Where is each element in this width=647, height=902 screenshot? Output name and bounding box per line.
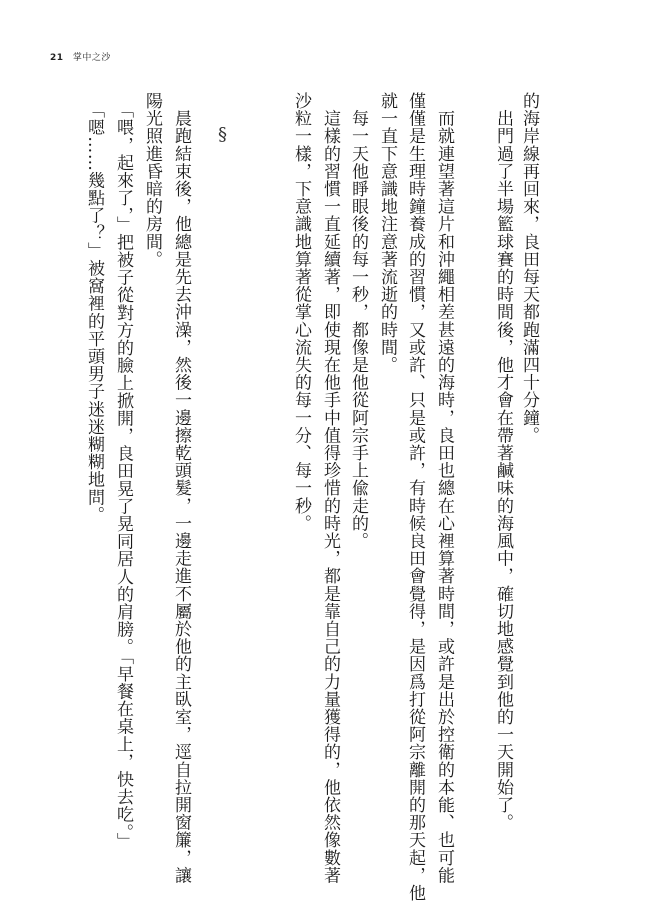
text-column-1: 的海岸線再回來，良田每天都跑滿四十分鐘。 (519, 92, 539, 444)
text-column-4: 僅僅是生理時鐘養成的習慣，又或許、只是或許，有時候良田會覺得，是因爲打從阿宗離開的那天起，他 (405, 92, 425, 902)
book-title: 掌中之沙 (72, 53, 111, 63)
section-separator: § (218, 124, 227, 145)
text-column-9: 晨跑結束後，他總是先去沖澡，然後一邊擦乾頭髮，一邊走進不屬於他的主臥室，逕自拉開窗簾，讓 (171, 92, 191, 884)
text-column-6: 每一天他睜眼後的每一秒，都像是他從阿宗手上偸走的。 (348, 92, 368, 550)
running-header (50, 50, 111, 63)
text-column-12: 「嗯……幾點了？」被窩裡的平頭男子迷迷糊糊地問。 (84, 92, 104, 524)
text-column-2: 出門過了半場籃球賽的時間後，他才會在帶著鹹味的海風中，確切地感覺到他的一天開始了。 (493, 92, 513, 832)
text-column-11: 「喂，起來了，」把被子從對方的臉上掀開，良田晃了晃同居人的肩膀。「早餐在桌上，快去吃。」 (113, 92, 133, 850)
text-column-8: 沙粒一樣，下意識地算著從掌心流失的每一分、每一秒。 (291, 92, 311, 532)
text-column-3: 而就連望著這片和沖繩相差甚遠的海時，良田也總在心裡算著時間，或許是出於控衛的本能、也可能 (434, 92, 454, 884)
text-column-7: 這樣的習慣一直延續著，即使現在他手中值得珍惜的時光，都是靠自己的力量獲得的，他依然像數著 (320, 92, 340, 884)
page-number: 21 (50, 53, 64, 63)
text-column-5: 就一直下意識地注意著流逝的時間。 (377, 92, 397, 374)
text-column-10: 陽光照進昏暗的房間。 (142, 92, 162, 268)
